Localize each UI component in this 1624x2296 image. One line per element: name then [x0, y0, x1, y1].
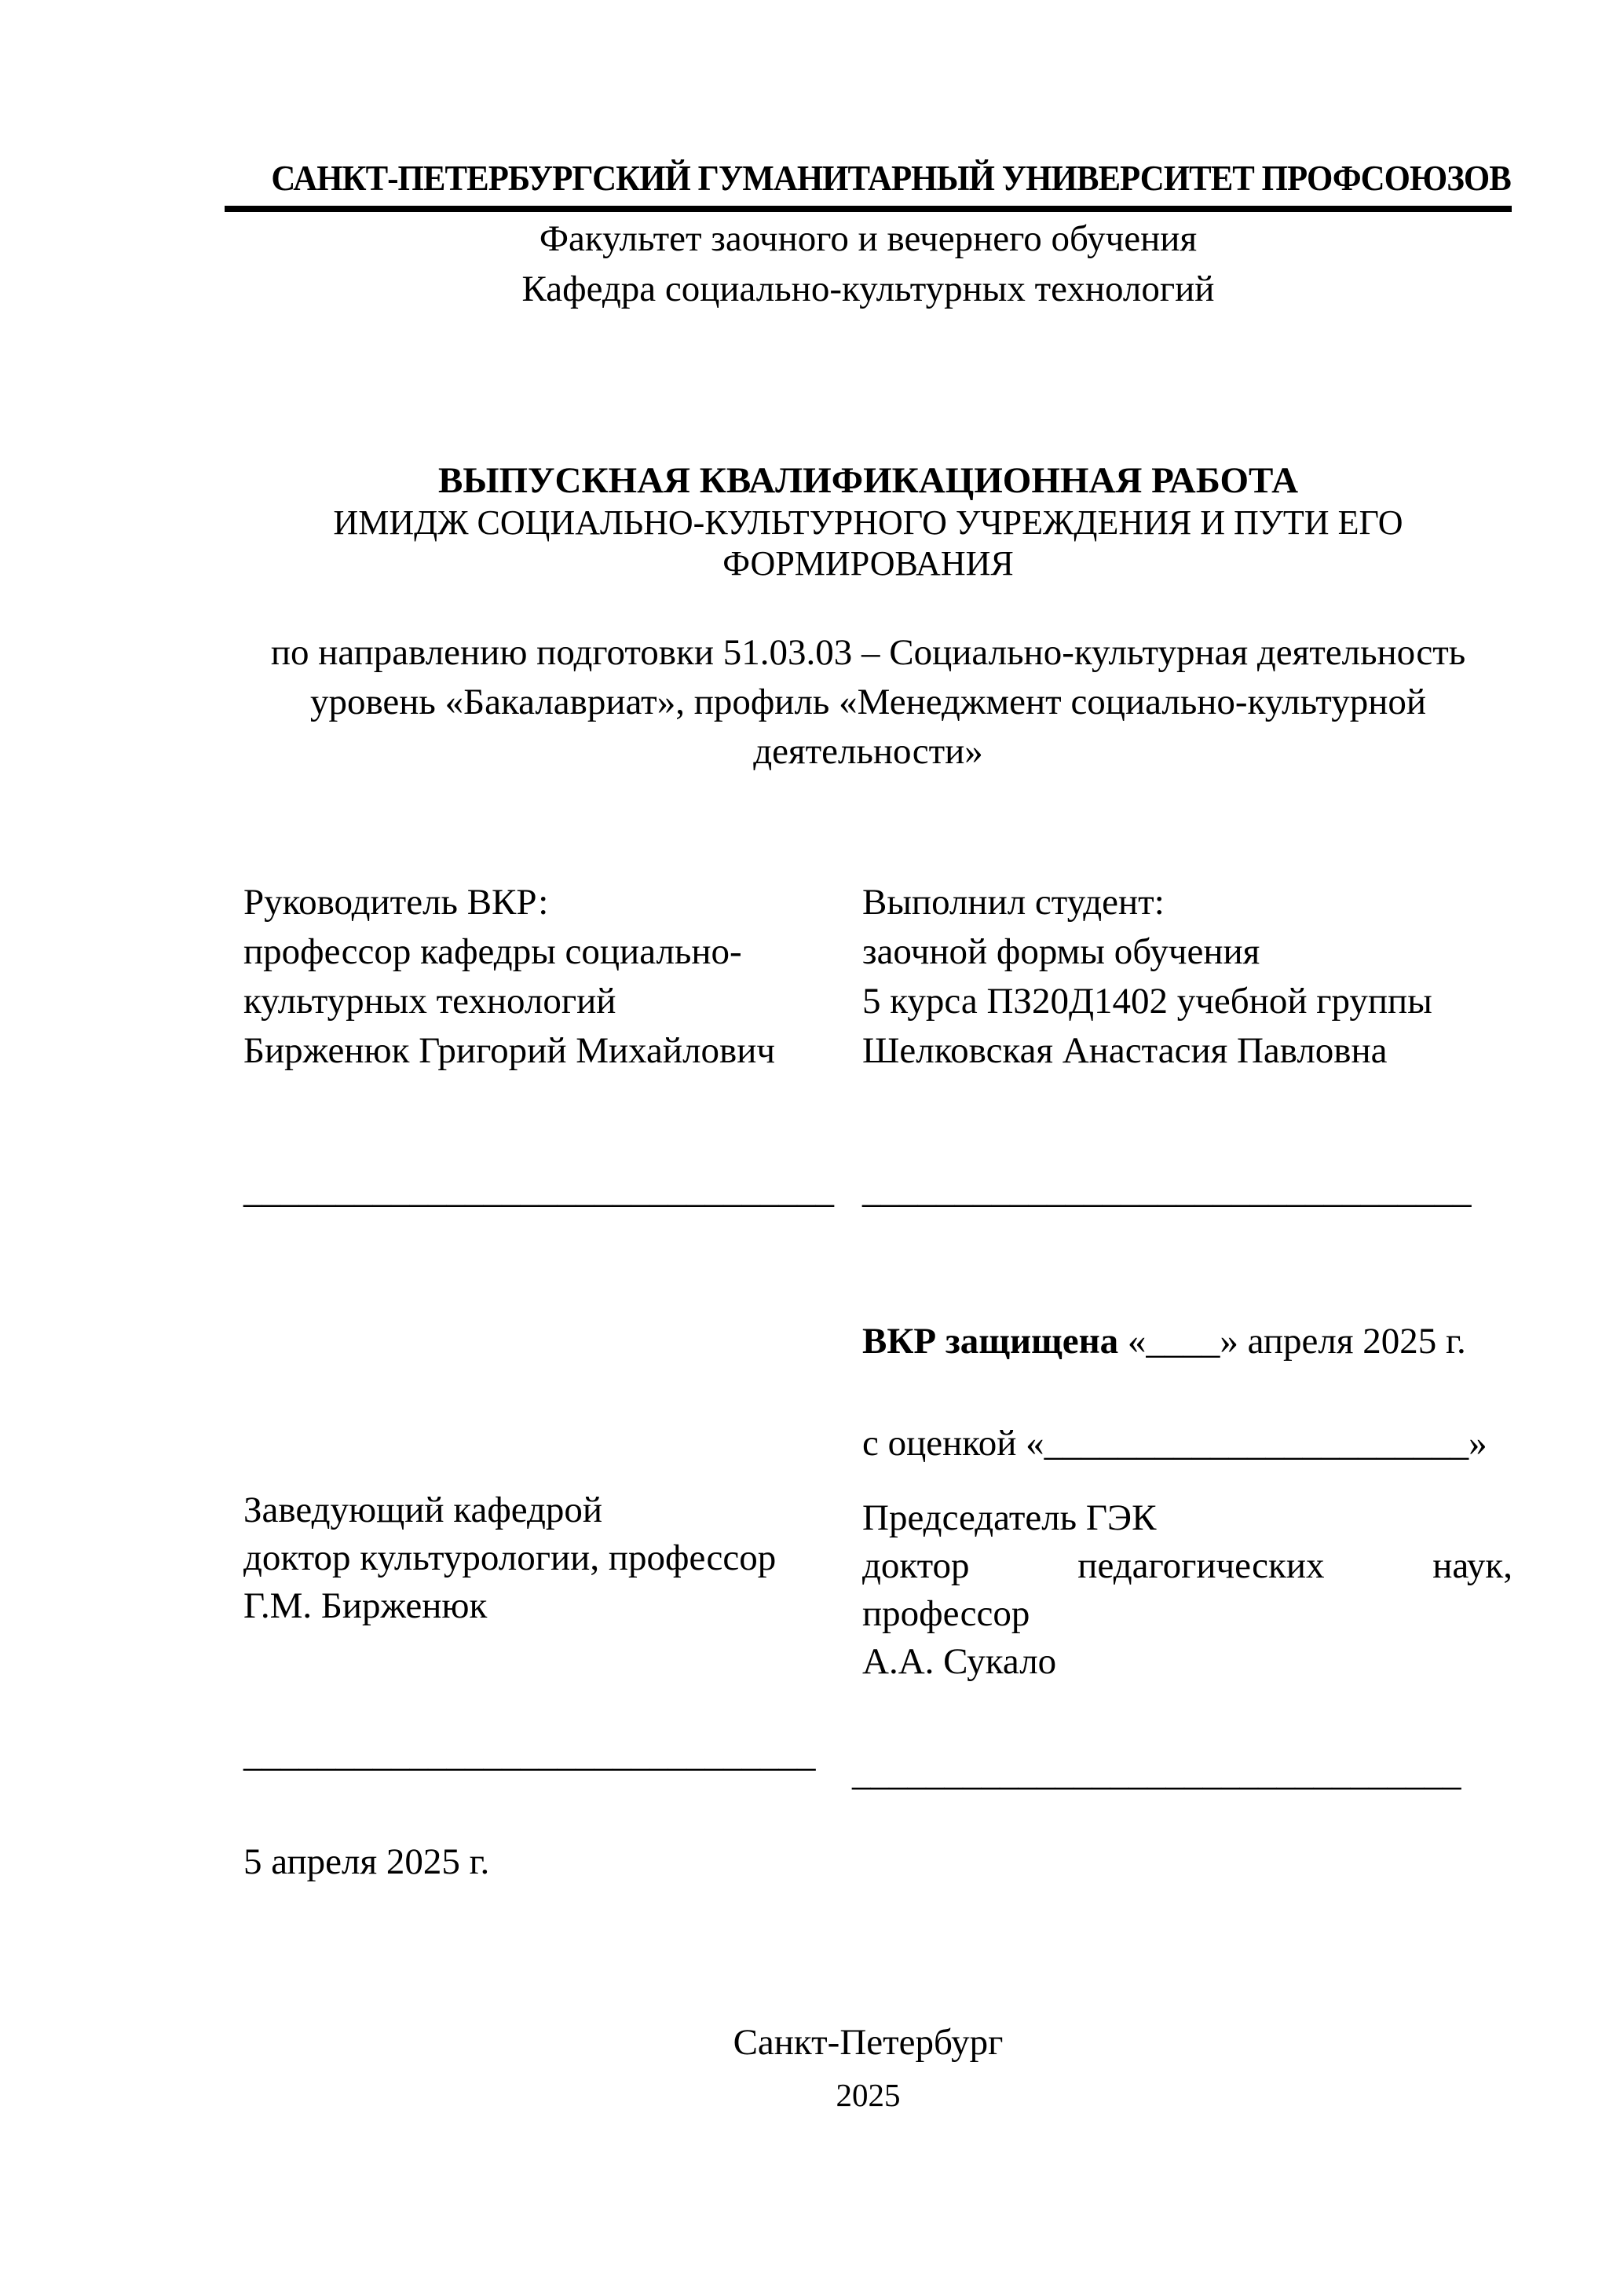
gek-chair-block [862, 1494, 1512, 1686]
grade-line: с оценкой «_______________________» [862, 1423, 1487, 1464]
university-header [225, 157, 1512, 212]
defense-date-line [862, 1320, 1466, 1362]
program-line-3: деятельности» [753, 731, 983, 772]
chair-degree-word-3: наук, [1432, 1545, 1512, 1586]
chair-degree-line [862, 1542, 1512, 1590]
supervisor-block [243, 878, 850, 1076]
signature-line-supervisor: ________________________________ [243, 1170, 834, 1211]
student-form-line: заочной формы обучения [862, 931, 1260, 972]
supervisor-label: Руководитель ВКР: [243, 882, 549, 923]
department-head-block [243, 1486, 850, 1630]
student-group-line: 5 курса ПЗ20Д1402 учебной группы [862, 981, 1432, 1022]
chair-rank-line: профессор [862, 1593, 1030, 1634]
head-position-line-1: Заведующий кафедрой [243, 1490, 603, 1530]
faculty-line: Факультет заочного и вечернего обучения [539, 218, 1198, 259]
signature-line-student: _________________________________ [862, 1170, 1472, 1211]
chair-position-line: Председатель ГЭК [862, 1497, 1157, 1538]
student-name: Шелковская Анастасия Павловна [862, 1030, 1388, 1071]
supervisor-position-line-2: культурных технологий [243, 981, 616, 1022]
program-line-1: по направлению подготовки 51.03.03 – Социально-культурная деятельность [270, 632, 1466, 673]
head-name: Г.М. Бирженюк [243, 1585, 488, 1626]
defense-date-blank: «____» апреля 2025 г. [1127, 1321, 1466, 1362]
program-line-2: уровень «Бакалавриат», профиль «Менеджмент социально-культурной [309, 682, 1426, 722]
student-label: Выполнил студент: [862, 882, 1165, 923]
signature-line-chair: _________________________________ [852, 1753, 1461, 1793]
defense-label: ВКР защищена [862, 1321, 1119, 1362]
head-position-line-2: доктор культурологии, профессор [243, 1537, 777, 1578]
supervisor-position-line-1: профессор кафедры социально- [243, 931, 742, 972]
thesis-topic-line-2: ФОРМИРОВАНИЯ [722, 544, 1014, 583]
chair-degree-word-1: доктор [862, 1545, 970, 1586]
chair-name: А.А. Сукало [862, 1641, 1057, 1682]
department-line: Кафедра социально-культурных технологий [521, 269, 1215, 309]
faculty-department-block [225, 214, 1512, 314]
chair-degree-word-2: педагогических [1077, 1545, 1325, 1586]
work-type-heading: ВЫПУСКНАЯ КВАЛИФИКАЦИОННАЯ РАБОТА [437, 460, 1299, 501]
thesis-topic-line-1: ИМИДЖ СОЦИАЛЬНО-КУЛЬТУРНОГО УЧРЕЖДЕНИЯ И ПУТИ ЕГО [333, 503, 1403, 542]
city-line: Санкт-Петербург [733, 2022, 1004, 2063]
program-block [225, 628, 1512, 777]
year-line: 2025 [836, 2077, 901, 2113]
university-name: САНКТ-ПЕТЕРБУРГСКИЙ ГУМАНИТАРНЫЙ УНИВЕРСИТЕТ ПРОФСОЮЗОВ [271, 158, 1511, 198]
student-block [862, 878, 1512, 1076]
signature-line-head: _______________________________ [243, 1734, 816, 1775]
title-block [225, 459, 1512, 584]
supervisor-name: Бирженюк Григорий Михайлович [243, 1030, 776, 1071]
approval-date: 5 апреля 2025 г. [243, 1841, 490, 1882]
